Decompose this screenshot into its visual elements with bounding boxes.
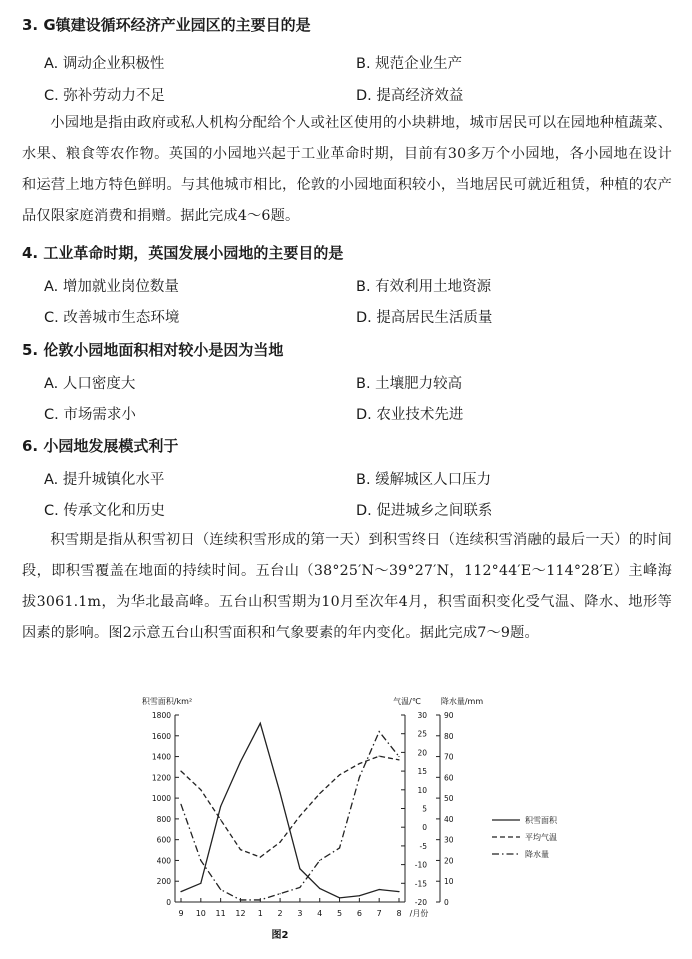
question-6-stem: 6. 小园地发展模式利于 xyxy=(22,437,179,455)
temp-axis-tick-label: 5 xyxy=(422,804,427,814)
question-4-option-b[interactable]: B. 有效利用土地资源 xyxy=(356,279,492,295)
series-1-point xyxy=(220,806,221,807)
question-4-option-d[interactable]: D. 提高居民生活质量 xyxy=(356,310,493,326)
temp-axis-tick-label: 25 xyxy=(417,729,427,739)
series-1-point xyxy=(398,891,399,892)
series-1-point xyxy=(299,868,300,869)
series-3-point xyxy=(240,899,241,900)
x-axis-tick-label: 2 xyxy=(277,909,283,918)
question-5-stem: 5. 伦敦小园地面积相对较小是因为当地 xyxy=(22,341,284,359)
series-3-point xyxy=(379,731,380,732)
series-3-point xyxy=(180,804,181,805)
series-line-1 xyxy=(181,723,399,898)
series-3-point xyxy=(359,777,360,778)
x-axis-tick-label: 9 xyxy=(178,909,184,918)
left-axis-tick-label: 1800 xyxy=(151,711,171,720)
question-4-stem: 4. 工业革命时期，英国发展小园地的主要目的是 xyxy=(22,244,344,262)
precip-axis-tick-label: 20 xyxy=(444,856,454,866)
temp-axis-tick-label: 20 xyxy=(417,748,427,758)
precip-axis-tick-label: 40 xyxy=(444,814,454,824)
question-3-option-c[interactable]: C. 弥补劳动力不足 xyxy=(44,88,165,104)
precip-axis-tick-label: 30 xyxy=(444,835,454,845)
temp-axis-tick-label: 30 xyxy=(417,711,427,720)
precip-axis-tick-label: 10 xyxy=(444,877,454,887)
passage-snow-cover: 积雪期是指从积雪初日（连续积雪形成的第一天）到积雪终日（连续积雪消融的最后一天）的时间段，即积雪覆盖在地面的持续时间。五台山（38°25′N～39°27′N，112°44′E～114°28′E）主峰海拔3061.1m，为华北最高峰。五台山积雪期为10月至次年4月，积雪面积变化受气温、降水、地形等因素的影响。图2示意五台山积雪面积和气象要素的年内变化。据此完成7～9题。 xyxy=(22,532,672,641)
series-3-point xyxy=(279,893,280,894)
x-axis-tick-label: 3 xyxy=(297,909,303,918)
question-6-option-a[interactable]: A. 提升城镇化水平 xyxy=(44,472,165,488)
series-3-point xyxy=(398,756,399,757)
precip-axis-tick-label: 70 xyxy=(444,752,454,762)
series-2-point xyxy=(319,793,320,794)
series-3-point xyxy=(339,847,340,848)
series-1-point xyxy=(260,723,261,724)
temp-axis-tick-label: 15 xyxy=(417,767,427,777)
left-axis-tick-label: 1600 xyxy=(151,731,171,741)
left-axis-tick-label: 0 xyxy=(166,898,171,907)
series-1-point xyxy=(319,888,320,889)
series-2-point xyxy=(200,789,201,790)
series-1-point xyxy=(379,889,380,890)
temp-axis-tick-label: -20 xyxy=(414,898,427,907)
series-2-point xyxy=(339,774,340,775)
series-3-point xyxy=(299,887,300,888)
x-axis-tick-label: 4 xyxy=(317,909,323,918)
x-axis-tick-label: 6 xyxy=(356,909,362,918)
series-2-point xyxy=(180,771,181,772)
series-1-point xyxy=(279,792,280,793)
x-axis-tick-label: 11 xyxy=(215,909,226,918)
series-3-point xyxy=(200,860,201,861)
left-axis-tick-label: 200 xyxy=(156,877,171,887)
series-1-point xyxy=(339,897,340,898)
chart-svg xyxy=(120,690,580,950)
figure-caption: 图2 xyxy=(271,930,289,941)
legend-label-1: 积雪面积 xyxy=(525,816,557,825)
temp-axis-tick-label: -15 xyxy=(414,879,427,889)
series-2-point xyxy=(240,849,241,850)
question-3-option-b[interactable]: B. 规范企业生产 xyxy=(356,56,463,72)
left-axis-tick-label: 1000 xyxy=(151,794,171,804)
left-axis-tick-label: 800 xyxy=(156,814,171,824)
precip-axis-tick-label: 80 xyxy=(444,731,454,741)
question-6-option-b[interactable]: B. 缓解城区人口压力 xyxy=(356,472,492,488)
precip-axis-tick-label: 0 xyxy=(444,898,449,907)
left-axis-tick-label: 1400 xyxy=(151,752,171,762)
series-3-point xyxy=(220,889,221,890)
question-5-option-c[interactable]: C. 市场需求小 xyxy=(44,407,136,423)
right-axis-precip-title: 降水量/mm xyxy=(440,697,484,706)
series-2-point xyxy=(379,756,380,757)
x-axis-tick-label: 1 xyxy=(257,909,263,918)
series-2-point xyxy=(220,819,221,820)
x-axis-tick-label: 8 xyxy=(396,909,402,918)
left-axis-title: 积雪面积/km² xyxy=(141,697,193,706)
right-axis-temp-title: 气温/℃ xyxy=(393,697,421,706)
series-2-point xyxy=(398,759,399,760)
precip-axis-tick-label: 60 xyxy=(444,773,454,783)
x-axis-unit-label: /月份 xyxy=(409,909,429,918)
snow-climate-chart xyxy=(120,690,580,950)
series-line-2 xyxy=(181,756,399,857)
left-axis-tick-label: 600 xyxy=(156,835,171,845)
question-4-option-c[interactable]: C. 改善城市生态环境 xyxy=(44,310,180,326)
series-1-point xyxy=(200,883,201,884)
question-5-option-b[interactable]: B. 土壤肥力较高 xyxy=(356,376,463,392)
question-5-option-d[interactable]: D. 农业技术先进 xyxy=(356,407,464,423)
x-axis-tick-label: 10 xyxy=(195,909,206,918)
precip-axis-tick-label: 90 xyxy=(444,711,454,720)
series-1-point xyxy=(180,891,181,892)
left-axis-tick-label: 400 xyxy=(156,856,171,866)
series-2-point xyxy=(359,763,360,764)
series-2-point xyxy=(260,857,261,858)
series-3-point xyxy=(319,860,320,861)
temp-axis-tick-label: 10 xyxy=(417,785,427,795)
legend-label-2: 平均气温 xyxy=(525,833,557,842)
temp-axis-tick-label: -10 xyxy=(414,860,427,870)
question-5-option-a[interactable]: A. 人口密度大 xyxy=(44,376,136,392)
left-axis-tick-label: 1200 xyxy=(151,773,171,783)
series-line-3 xyxy=(181,732,399,900)
series-2-point xyxy=(279,842,280,843)
precip-axis-tick-label: 50 xyxy=(444,794,454,804)
question-3-stem: 3. G镇建设循环经济产业园区的主要目的是 xyxy=(22,16,311,34)
series-3-point xyxy=(260,899,261,900)
question-6-option-c[interactable]: C. 传承文化和历史 xyxy=(44,503,165,519)
legend-label-3: 降水量 xyxy=(525,850,549,859)
series-1-point xyxy=(359,895,360,896)
series-2-point xyxy=(299,815,300,816)
temp-axis-tick-label: -5 xyxy=(419,841,427,851)
series-1-point xyxy=(240,761,241,762)
temp-axis-tick-label: 0 xyxy=(422,823,427,833)
question-3-option-a[interactable]: A. 调动企业积极性 xyxy=(44,56,165,72)
x-axis-tick-label: 7 xyxy=(376,909,382,918)
x-axis-tick-label: 5 xyxy=(336,909,343,918)
question-4-option-a[interactable]: A. 增加就业岗位数量 xyxy=(44,279,179,295)
passage-allotment: 小园地是指由政府或私人机构分配给个人或社区使用的小块耕地，城市居民可以在园地种植蔬菜、水果、粮食等农作物。英国的小园地兴起于工业革命时期，目前有30多万个小园地，各小园地在设计和运营上地方特色鲜明。与其他城市相比，伦敦的小园地面积较小，当地居民可就近租赁，种植的农产品仅限家庭消费和捐赠。据此完成4～6题。 xyxy=(22,115,672,224)
question-3-option-d[interactable]: D. 提高经济效益 xyxy=(356,88,464,104)
question-6-option-d[interactable]: D. 促进城乡之间联系 xyxy=(356,503,493,519)
x-axis-tick-label: 12 xyxy=(235,909,246,918)
